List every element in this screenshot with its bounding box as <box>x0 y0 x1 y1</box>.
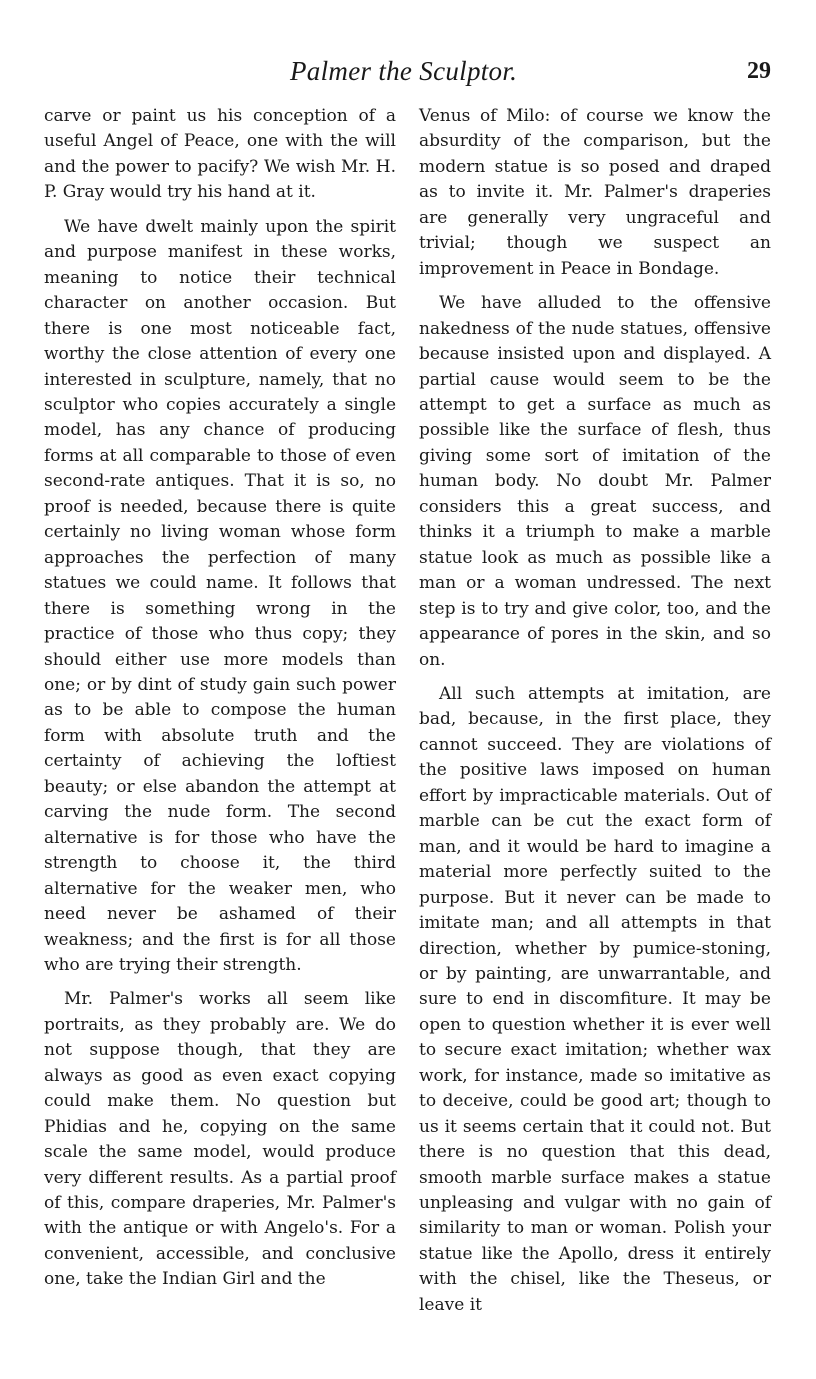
paragraph-continued: carve or paint us his conception of a useful Angel of Peace, one with the will and the power to pacify? We wish Mr. H. P. Gray would try his hand at it. <box>44 106 396 203</box>
right-column <box>419 104 771 1327</box>
page-number: 29 <box>747 58 771 84</box>
paragraph: We have alluded to the offensive nakedness of the nude statues, offensive because insisted upon and displayed. A partial cause would seem to be the attempt to get a surface as much as possible like the surface of flesh, thus giving some sort of imitation of the human body. No doubt Mr. Palmer considers this a great success, and thinks it a triumph to make a marble statue look as much as possible like a man or a woman undressed. The next step is to try and give color, too, and the appearance of pores in the skin, and so on. <box>419 293 771 670</box>
paragraph-continued: Venus of Milo: of course we know the absurdity of the comparison, but the modern statue is so posed and draped as to invite it. Mr. Palmer's draperies are generally very ungraceful and trivial; though we suspect an improvement in Peace in Bondage. <box>419 106 771 279</box>
running-title: Palmer the Sculptor. <box>290 56 518 86</box>
paragraph: All such attempts at imitation, are bad, because, in the first place, they cannot succeed. They are violations of the positive laws imposed on human effort by impracticable materials. Out of marble can be cut the exact form of man, and it would be hard to imagine a material more perfectly suited to the purpose. But it never can be made to imitate man; and all attempts in that direction, whether by pumice-stoning, or by painting, are unwarrantable, and sure to end in discomfiture. It may be open to question whether it is ever well to secure exact imitation; whether wax work, for instance, made so imitative as to deceive, could be good art; though to us it seems certain that it could not. But there is no question that this dead, smooth marble surface makes a statue unpleasing and vulgar with no gain of similarity to man or woman. Polish your statue like the Apollo, dress it entirely with the chisel, like the Theseus, or leave it <box>419 683 771 1315</box>
paragraph: Mr. Palmer's works all seem like portraits, as they probably are. We do not suppose though, that they are always as good as even exact copying could make them. No question but Phidias and he, copying on the same scale the same model, would produce very different results. As a partial proof of this, compare draperies, Mr. Palmer's with the antique or with Angelo's. For a convenient, accessible, and conclusive one, take the Indian Girl and the <box>44 989 396 1290</box>
running-header <box>0 55 816 91</box>
paragraph: We have dwelt mainly upon the spirit and purpose manifest in these works, meaning to notice their technical character on another occasion. But there is one most noticeable fact, worthy the close attention of every one interested in sculpture, namely, that no sculptor who copies accurately a single model, has any chance of producing forms at all comparable to those of even second-rate antiques. That it is so, no proof is needed, because there is quite certainly no living woman whose form approaches the perfection of many statues we could name. It follows that there is something wrong in the practice of those who thus copy; they should either use more models than one; or by dint of study gain such power as to be able to compose the human form with absolute truth and the certainty of achieving the loftiest beauty; or else abandon the attempt at carving the nude form. The second alternative is for those who have the strength to choose it, the third alternative for the weaker men, who need never be ashamed of their weakness; and the first is for all those who are trying their strength. <box>44 216 396 975</box>
left-column <box>44 104 396 1302</box>
